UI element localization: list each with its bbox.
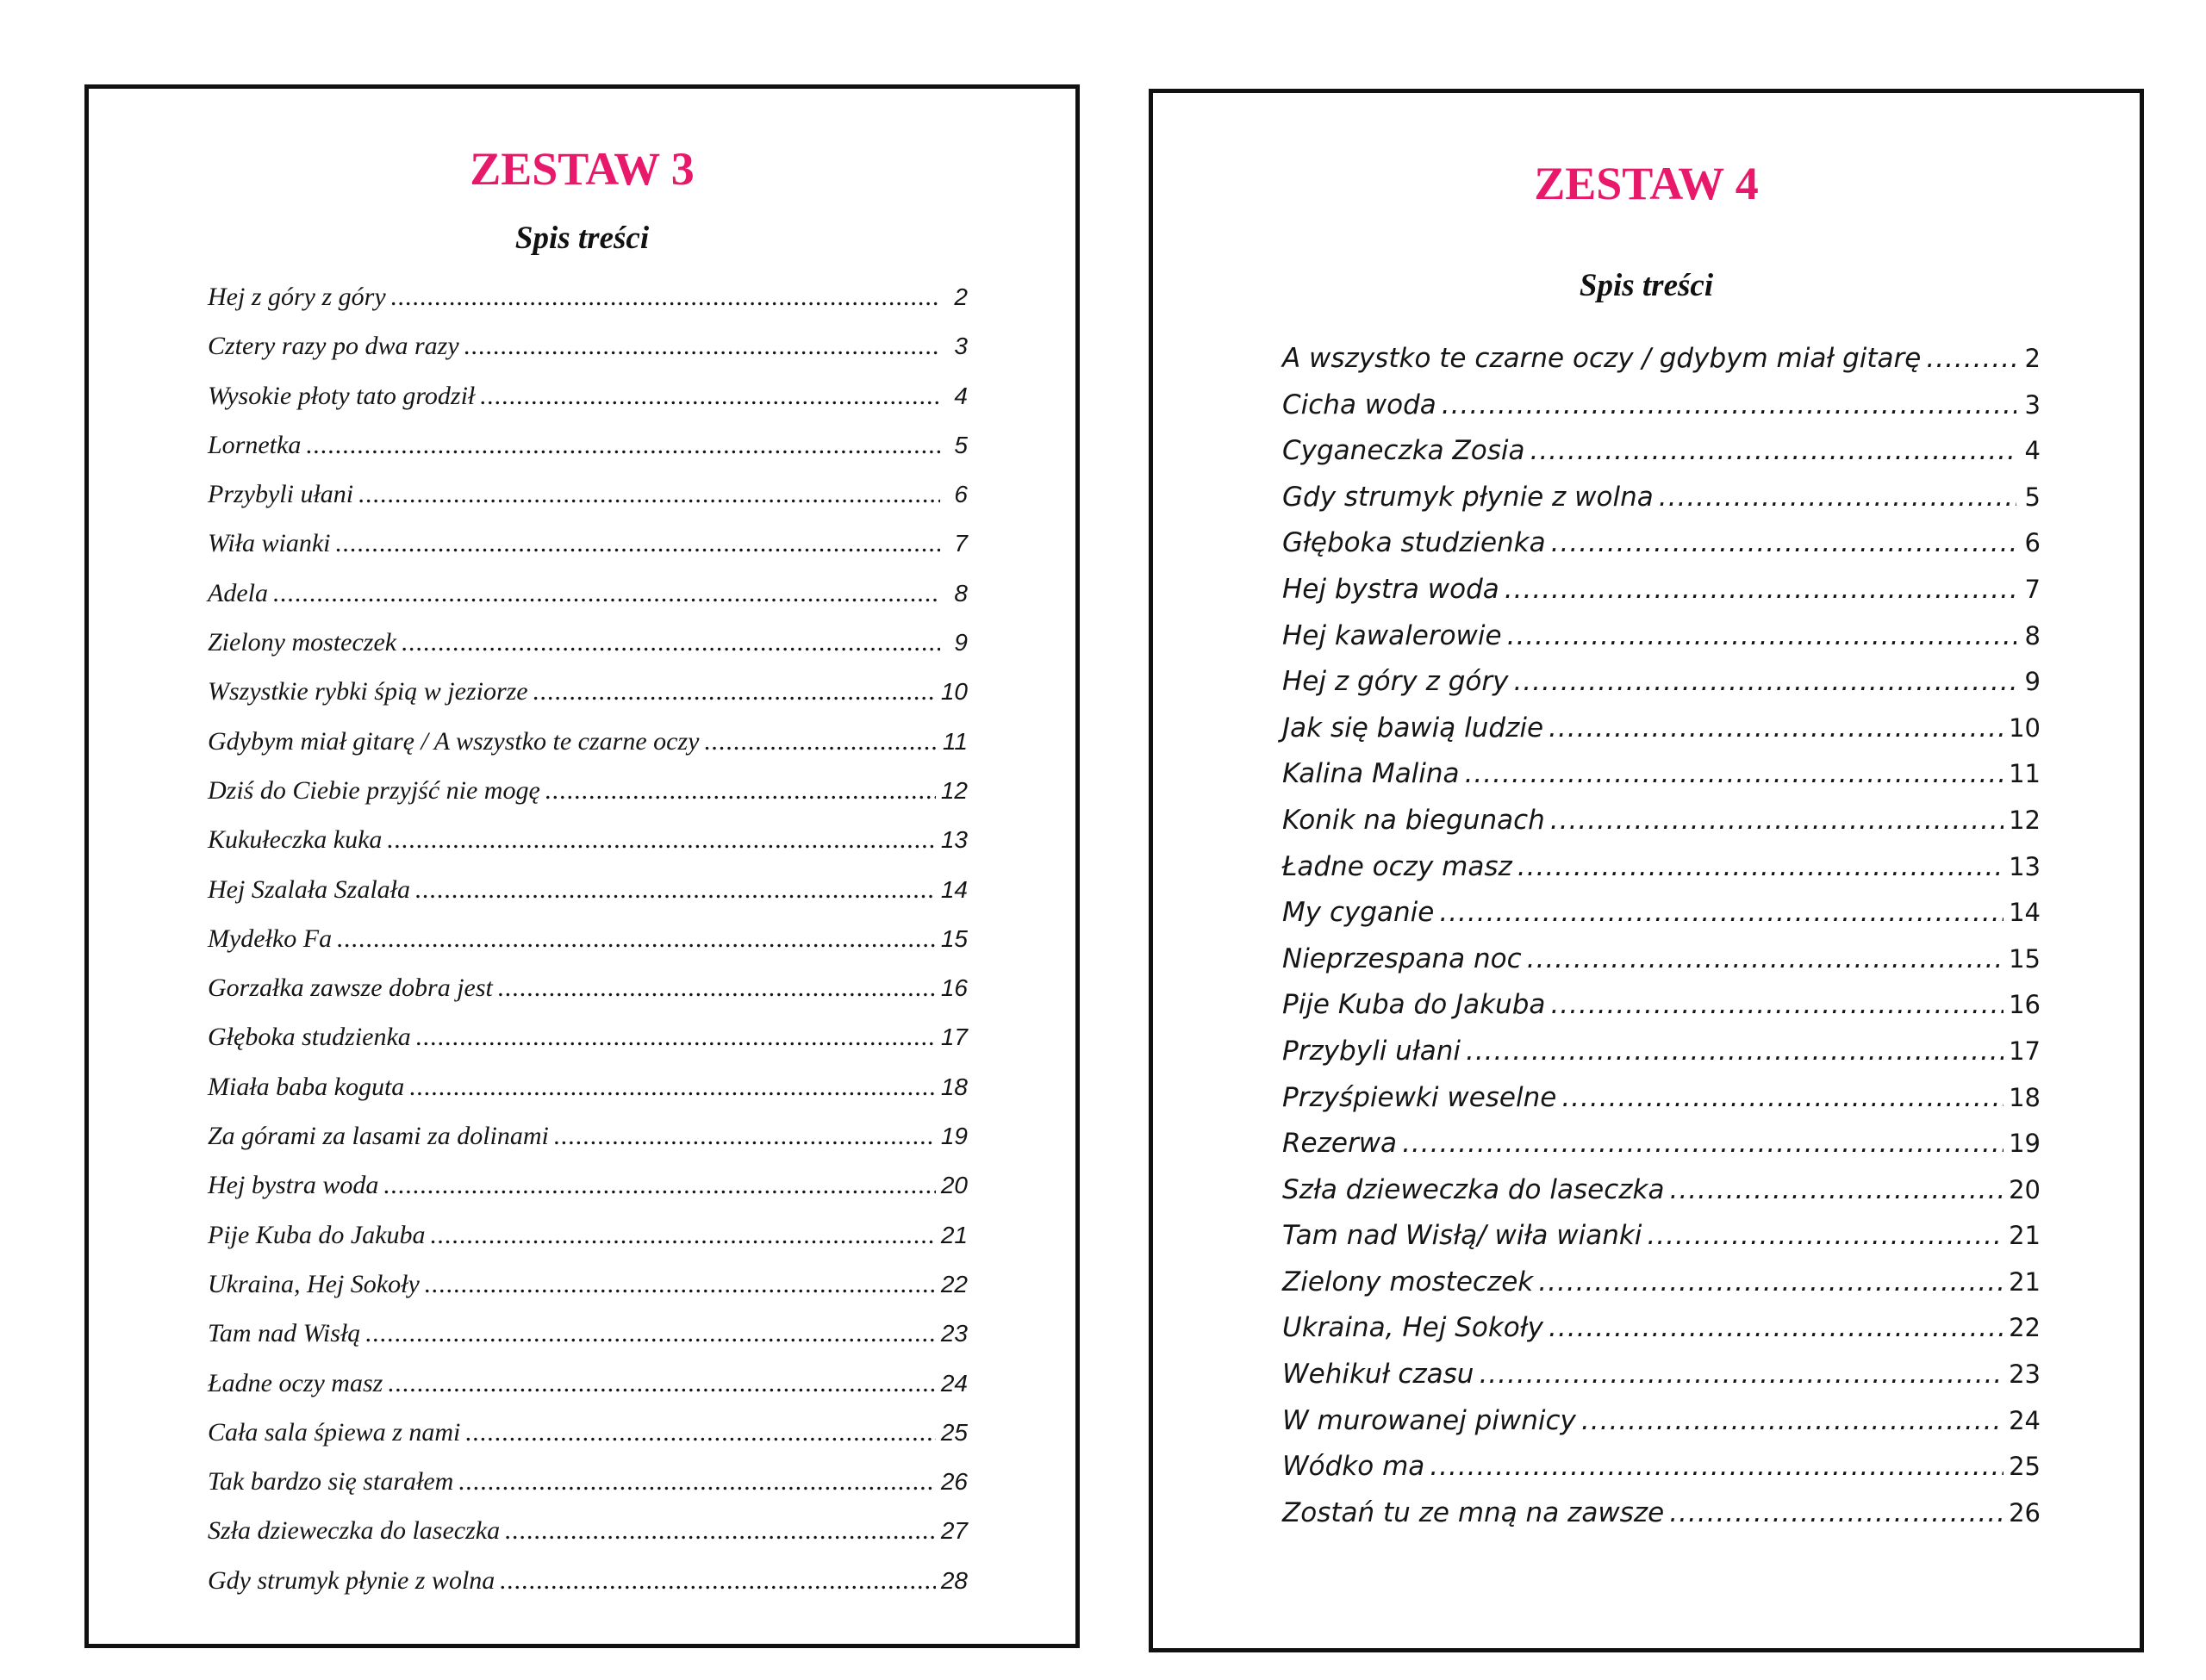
toc-entry-title: Hej kawalerowie: [1282, 619, 1502, 651]
toc-entry-title: Gdy strumyk płynie z wolna: [1282, 481, 1654, 513]
toc-entry: [1282, 1405, 2041, 1452]
toc-entry-page-number: 21: [2009, 1266, 2041, 1297]
toc-entry-page-number: 18: [940, 1073, 968, 1100]
toc-entry-title: Ukraina, Hej Sokoły: [1282, 1312, 1544, 1344]
toc-entry: [208, 1319, 968, 1368]
toc-entry-title: Konik na biegunach: [1282, 804, 1545, 836]
toc-entry-title: Kalina Malina: [1282, 758, 1460, 790]
toc-sheet-set-3: [84, 84, 1080, 1648]
toc-entry-title: Ładne oczy masz: [208, 1368, 383, 1397]
dot-leader: [1669, 1497, 2003, 1528]
toc-entry: [1282, 712, 2041, 759]
toc-entry: [1282, 1451, 2041, 1497]
toc-entry-page-number: 16: [940, 974, 968, 1002]
toc-entry-page-number: 22: [940, 1270, 968, 1297]
toc-entry: [1282, 389, 2041, 436]
dot-leader: [365, 1319, 936, 1348]
toc-entry-page-number: 12: [2009, 805, 2041, 835]
toc-entry-page-number: 3: [2024, 389, 2041, 420]
toc-heading: Spis treści: [514, 221, 650, 256]
toc-entry: [1282, 666, 2041, 712]
dot-leader: [387, 825, 935, 855]
toc-entry-title: Tam nad Wisłą/ wiła wianki: [1282, 1220, 1642, 1252]
toc-entry-page-number: 24: [940, 1369, 968, 1397]
dot-leader: [1530, 435, 2016, 466]
toc-entry-page-number: 21: [2009, 1221, 2041, 1251]
toc-entry: [208, 1566, 968, 1615]
toc-entry-title: Hej z góry z góry: [208, 283, 386, 311]
toc-entry: [1282, 1082, 2041, 1129]
dot-leader: [1926, 343, 2016, 374]
toc-entry-page-number: 14: [2009, 898, 2041, 928]
dot-leader: [464, 332, 940, 361]
toc-entry-page-number: 15: [2009, 943, 2041, 974]
dot-leader: [306, 431, 940, 460]
toc-entry-title: Pije Kuba do Jakuba: [1282, 989, 1546, 1021]
toc-entry: [1282, 805, 2041, 851]
toc-entry: [208, 1270, 968, 1319]
toc-entry: [1282, 897, 2041, 943]
toc-sheet-set-4: [1149, 89, 2144, 1652]
dot-leader: [1549, 712, 2003, 744]
dot-leader: [1507, 620, 2016, 651]
toc-entry-page-number: 4: [2024, 436, 2041, 466]
toc-entry-page-number: 22: [2009, 1313, 2041, 1343]
toc-entry-title: Wszystkie rybki śpią w jeziorze: [208, 677, 528, 706]
toc-entry-page-number: 3: [954, 333, 968, 360]
dot-leader: [1550, 989, 2003, 1020]
toc-entry-page-number: 8: [954, 579, 968, 607]
toc-entry-title: Cała sala śpiewa z nami: [208, 1417, 461, 1447]
toc-entry: [208, 677, 968, 726]
toc-entry-page-number: 10: [940, 678, 968, 706]
toc-entry-page-number: 10: [2009, 712, 2041, 743]
toc-entry: [1282, 620, 2041, 667]
toc-entry: [1282, 1359, 2041, 1405]
toc-entry: [208, 480, 968, 529]
dot-leader: [358, 480, 940, 509]
toc-entry: [1282, 989, 2041, 1036]
toc-entry: [208, 924, 968, 974]
toc-entry-title: Lornetka: [208, 430, 302, 459]
toc-entry-title: Zielony mosteczek: [1282, 1266, 1534, 1297]
dot-leader: [704, 727, 937, 756]
dot-leader: [409, 1073, 936, 1102]
dot-leader: [1581, 1405, 2003, 1436]
dot-leader: [1465, 758, 2004, 789]
toc-entry-page-number: 12: [940, 776, 968, 804]
dot-leader: [430, 1221, 935, 1250]
toc-entry-title: Gdybym miał gitarę / A wszystko te czarne oczy: [208, 726, 700, 756]
toc-entry-title: Jak się bawią ludzie: [1282, 712, 1544, 744]
toc-entry-page-number: 9: [954, 629, 968, 656]
toc-entry: [208, 1516, 968, 1565]
toc-entry-page-number: 5: [2024, 482, 2041, 512]
toc-entry: [208, 776, 968, 825]
toc-entry-title: Wiła wianki: [208, 529, 331, 558]
toc-entry-title: Nieprzespana noc: [1282, 943, 1522, 974]
toc-entry-title: Ładne oczy masz: [1282, 850, 1512, 882]
toc-entry: [1282, 343, 2041, 389]
toc-entry-title: Szła dzieweczka do laseczka: [208, 1516, 501, 1546]
toc-entry-title: Cztery razy po dwa razy: [208, 332, 459, 361]
dot-leader: [500, 1566, 936, 1596]
toc-entry-page-number: 17: [2009, 1036, 2041, 1066]
toc-entry: [1282, 574, 2041, 620]
toc-entry-title: Tam nad Wisłą: [208, 1319, 361, 1348]
toc-entry-page-number: 24: [2009, 1405, 2041, 1435]
toc-entry: [208, 382, 968, 431]
toc-entry: [1282, 1497, 2041, 1544]
toc-list: [1282, 343, 2041, 1543]
toc-entry-title: My cyganie: [1282, 897, 1435, 929]
sheet-title: ZESTAW 4: [1534, 158, 1759, 209]
toc-entry-title: Głęboka studzienka: [208, 1023, 411, 1052]
toc-entry: [1282, 435, 2041, 482]
toc-entry-page-number: 19: [940, 1123, 968, 1150]
toc-entry-title: Hej Szalała Szalała: [208, 874, 411, 904]
toc-entry-page-number: 11: [942, 727, 968, 755]
toc-entry: [208, 1418, 968, 1467]
toc-entry-title: Pije Kuba do Jakuba: [208, 1220, 426, 1249]
toc-entry: [208, 529, 968, 578]
toc-entry-page-number: 8: [2024, 620, 2041, 650]
toc-entry-page-number: 7: [2024, 574, 2041, 604]
toc-entry-title: Miała baba koguta: [208, 1072, 405, 1101]
toc-entry: [208, 825, 968, 874]
toc-entry-page-number: 11: [2009, 759, 2041, 789]
toc-entry-page-number: 6: [2024, 528, 2041, 558]
toc-entry: [208, 431, 968, 480]
toc-entry-title: Hej z góry z góry: [1282, 666, 1509, 698]
toc-entry-page-number: 2: [2024, 344, 2041, 373]
dot-leader: [1430, 1451, 2003, 1482]
dot-leader: [416, 1023, 936, 1052]
toc-entry: [208, 727, 968, 776]
toc-entry-title: Hej bystra woda: [1282, 573, 1499, 605]
toc-entry: [208, 1467, 968, 1516]
dot-leader: [1561, 1082, 2003, 1113]
dot-leader: [458, 1467, 936, 1496]
toc-entry: [1282, 482, 2041, 528]
toc-entry-title: A wszystko te czarne oczy / gdybym miał gitarę: [1282, 343, 1922, 374]
dot-leader: [1527, 943, 2003, 974]
dot-leader: [1439, 897, 2003, 928]
dot-leader: [1513, 666, 2016, 697]
toc-entry: [208, 283, 968, 332]
toc-entry: [208, 1122, 968, 1171]
toc-entry-page-number: 5: [954, 431, 968, 458]
dot-leader: [336, 529, 941, 558]
toc-entry-title: Przyśpiewki weselne: [1282, 1081, 1557, 1113]
toc-entry: [208, 332, 968, 381]
toc-entry-title: Zielony mosteczek: [208, 628, 397, 657]
dot-leader: [1479, 1359, 2003, 1390]
toc-entry: [208, 974, 968, 1023]
toc-entry-page-number: 19: [2009, 1129, 2041, 1159]
toc-entry-page-number: 26: [2009, 1497, 2041, 1528]
dot-leader: [1442, 389, 2016, 420]
toc-entry-title: Adela: [208, 578, 268, 607]
toc-entry-page-number: 7: [954, 530, 968, 557]
dot-leader: [1647, 1220, 2003, 1251]
dot-leader: [1659, 482, 2016, 513]
dot-leader: [402, 628, 940, 657]
toc-entry-page-number: 17: [940, 1024, 968, 1051]
toc-entry: [1282, 1312, 2041, 1359]
toc-entry-title: Gorzałka zawsze dobra jest: [208, 974, 493, 1003]
toc-entry-page-number: 13: [2009, 851, 2041, 881]
toc-entry-title: Ukraina, Hej Sokoły: [208, 1269, 420, 1298]
dot-leader: [383, 1171, 936, 1200]
toc-entry-page-number: 6: [954, 481, 968, 508]
toc-entry: [208, 875, 968, 924]
toc-entry-title: Zostań tu ze mną na zawsze: [1282, 1496, 1665, 1528]
toc-entry-page-number: 15: [940, 924, 968, 952]
dot-leader: [1669, 1174, 2003, 1205]
toc-entry: [1282, 1220, 2041, 1266]
dot-leader: [533, 677, 936, 706]
toc-entry: [208, 1369, 968, 1418]
dot-leader: [554, 1122, 936, 1151]
toc-entry-title: Szła dzieweczka do laseczka: [1282, 1173, 1665, 1205]
dot-leader: [1505, 574, 2016, 605]
toc-entry: [1282, 1128, 2041, 1174]
dot-leader: [425, 1270, 936, 1299]
toc-entry-title: Dziś do Ciebie przyjść nie mogę: [208, 775, 540, 805]
toc-entry-title: Przybyli ułani: [1282, 1035, 1461, 1067]
dot-leader: [1550, 805, 2003, 836]
toc-entry-page-number: 27: [940, 1517, 968, 1545]
toc-entry-page-number: 18: [2009, 1082, 2041, 1112]
toc-entry-title: W murowanej piwnicy: [1282, 1404, 1576, 1436]
toc-entry: [1282, 851, 2041, 898]
toc-entry-title: Mydełko Fa: [208, 924, 333, 953]
toc-entry-page-number: 9: [2024, 667, 2041, 697]
toc-entry: [1282, 1036, 2041, 1082]
dot-leader: [273, 579, 940, 608]
toc-entry-page-number: 14: [940, 875, 968, 903]
toc-entry-page-number: 28: [940, 1566, 968, 1594]
toc-entry-page-number: 21: [940, 1221, 968, 1248]
toc-entry-page-number: 20: [940, 1172, 968, 1199]
sheet-title: ZESTAW 3: [470, 143, 695, 195]
dot-leader: [1549, 1312, 2003, 1343]
dot-leader: [465, 1418, 935, 1447]
toc-entry-page-number: 23: [940, 1320, 968, 1347]
toc-entry-title: Cicha woda: [1282, 389, 1436, 420]
toc-entry-title: Gdy strumyk płynie z wolna: [208, 1565, 495, 1595]
dot-leader: [480, 382, 940, 411]
toc-entry-title: Rezerwa: [1282, 1128, 1398, 1160]
toc-entry-title: Wódko ma: [1282, 1451, 1425, 1483]
toc-entry: [208, 1221, 968, 1270]
toc-entry: [1282, 1174, 2041, 1221]
toc-entry: [208, 579, 968, 628]
toc-entry-title: Głęboka studzienka: [1282, 527, 1546, 559]
toc-entry: [208, 1073, 968, 1122]
toc-entry-page-number: 16: [2009, 990, 2041, 1020]
toc-entry-title: Przybyli ułani: [208, 480, 354, 509]
toc-entry-title: Wysokie płoty tato grodził: [208, 381, 476, 410]
dot-leader: [498, 974, 936, 1003]
toc-entry: [208, 1171, 968, 1220]
dot-leader: [388, 1369, 936, 1398]
toc-entry-title: Wehikuł czasu: [1282, 1359, 1474, 1391]
toc-list: [208, 283, 968, 1615]
dot-leader: [391, 283, 940, 312]
toc-entry-page-number: 26: [940, 1468, 968, 1496]
toc-entry-page-number: 20: [2009, 1174, 2041, 1204]
toc-entry: [208, 1023, 968, 1072]
toc-entry-title: Tak bardzo się starałem: [208, 1467, 454, 1496]
toc-entry-page-number: 25: [940, 1418, 968, 1446]
toc-entry-page-number: 25: [2009, 1452, 2041, 1482]
toc-entry-page-number: 2: [954, 283, 968, 310]
dot-leader: [1538, 1266, 2003, 1297]
dot-leader: [1551, 527, 2016, 558]
toc-entry-page-number: 13: [940, 826, 968, 854]
dot-leader: [1402, 1128, 2003, 1159]
dot-leader: [415, 875, 936, 905]
toc-entry: [1282, 943, 2041, 990]
toc-entry-page-number: 4: [954, 382, 968, 409]
toc-entry-title: Za górami za lasami za dolinami: [208, 1122, 549, 1151]
toc-entry-page-number: 23: [2009, 1360, 2041, 1390]
dot-leader: [545, 776, 936, 806]
dot-leader: [505, 1516, 936, 1546]
toc-entry: [1282, 758, 2041, 805]
toc-entry-title: Cyganeczka Zosia: [1282, 435, 1525, 467]
toc-entry: [208, 628, 968, 677]
toc-entry-title: Hej bystra woda: [208, 1171, 379, 1200]
dot-leader: [337, 924, 936, 954]
toc-entry: [1282, 1266, 2041, 1313]
toc-entry-title: Kukułeczka kuka: [208, 825, 383, 855]
dot-leader: [1466, 1036, 2003, 1067]
toc-heading: Spis treści: [1579, 268, 1714, 303]
dot-leader: [1517, 851, 2003, 882]
toc-entry: [1282, 527, 2041, 574]
